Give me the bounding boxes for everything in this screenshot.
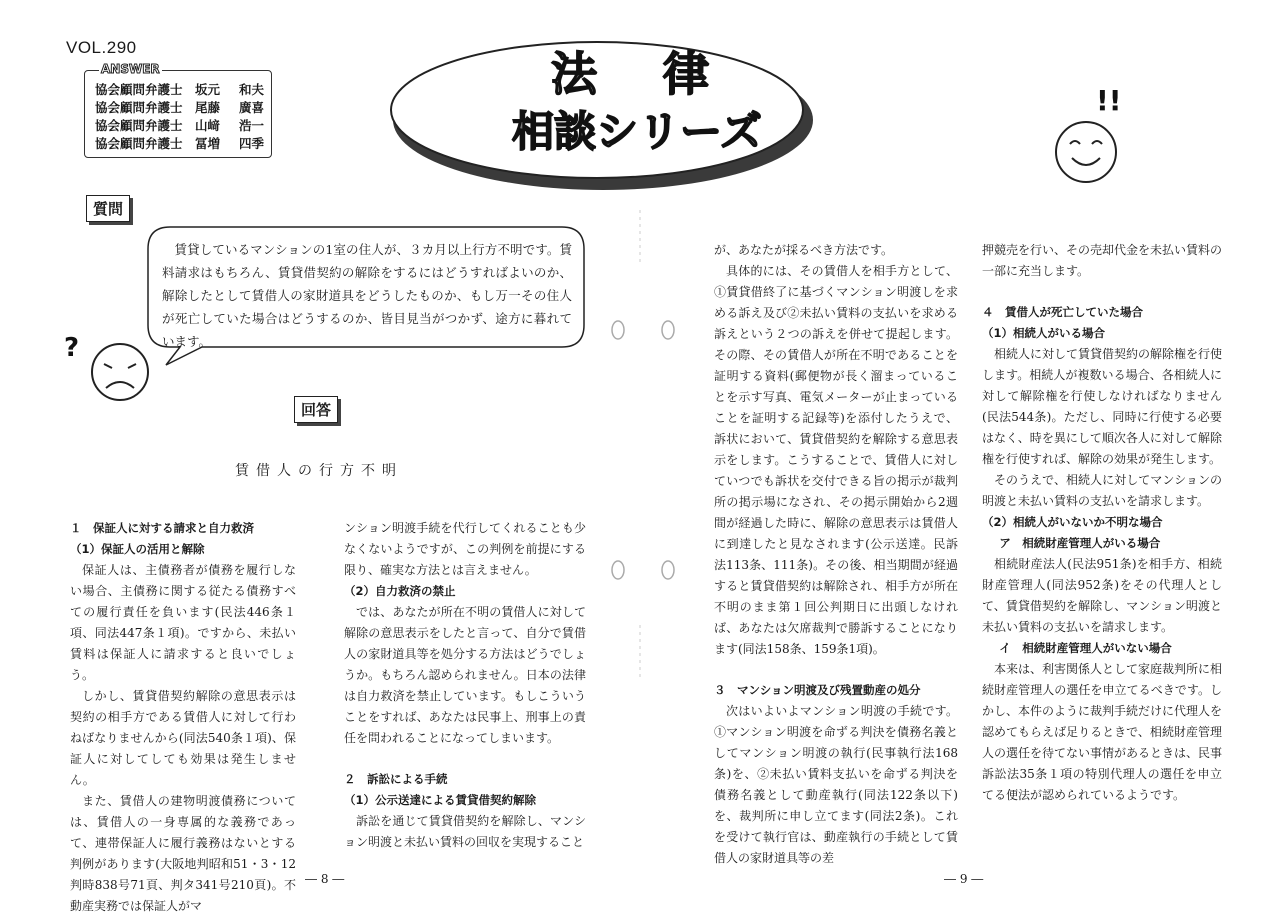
- lawyer-entry: 協会顧問弁護士 山﨑 浩一: [95, 118, 265, 133]
- paragraph: 押競売を行い、その売却代金を未払い賃料の一部に充当します。: [982, 243, 1223, 278]
- subsection-heading: （1）公示送達による賃貸借契約解除: [344, 793, 536, 807]
- paragraph: 本来は、利害関係人として家庭裁判所に相続財産管理人の選任を申立てるべきです。しかし、本件のように裁判手続だけに代理人を認めてもらえば足りるときで、相続財産管理人の選任を待てない事情があるときは、民事訴訟法35条１項の特別代理人の選任を申立てる便法が認められているようです。: [982, 662, 1223, 802]
- page-number-left: ― 8 ―: [305, 872, 345, 886]
- binder-holes: [600, 205, 680, 685]
- answer-label: ANSWER: [101, 62, 160, 76]
- text-column-2: [344, 518, 586, 853]
- smiley-face-icon: [1050, 78, 1150, 198]
- question-label: 質問: [86, 195, 130, 222]
- sub-subsection-heading: ア 相続財産管理人がいる場合: [999, 536, 1161, 550]
- answer-label-box: 回答: [294, 396, 338, 423]
- answer-heading: 賃借人の行方不明: [235, 463, 403, 479]
- text-column-4: [982, 240, 1222, 806]
- title-line2: 相談シリーズ: [512, 107, 762, 156]
- paragraph: 訴訟を通じて賃貸借契約を解除し、マンション明渡と未払い賃料の回収を実現すること: [344, 814, 586, 849]
- paragraph: 次はいよいよマンション明渡の手続です。①マンション明渡を命ずる判決を債務名義としてマンション明渡の執行(民事執行法168条)を、②未払い賃料支払いを命ずる判決を債務名義として動産執行(同法122条以下)を、裁判所に申し立てます(同法2条)。これを受けて執行官は、動産執行の手続として賃借人の家財道具等の差: [714, 704, 958, 865]
- paragraph: そのうえで、相続人に対してマンションの明渡と未払い賃料の支払いを請求します。: [982, 473, 1222, 508]
- subsection-heading: （2）相続人がいないか不明な場合: [982, 515, 1163, 529]
- paragraph: 相続財産法人(民法951条)を相手方、相続財産管理人(同法952条)をその代理人として、賃貸借契約を解除し、マンション明渡と未払い賃料の支払いを請求します。: [982, 557, 1222, 634]
- subsection-heading: （1）保証人の活用と解除: [70, 542, 205, 556]
- paragraph: が、あなたが採るべき方法です。: [714, 243, 894, 257]
- lawyer-list: [95, 81, 264, 153]
- section-heading: ３ マンション明渡及び残置動産の処分: [714, 683, 921, 697]
- section-heading: ２ 訴訟による手続: [344, 772, 448, 786]
- sub-subsection-heading: イ 相続財産管理人がいない場合: [999, 641, 1172, 655]
- paragraph: しかし、賃貸借契約解除の意思表示は契約の相手方である賃借人に対して行わねばなりませんから(同法540条１項)、保証人に対してしても効果は発生しません。: [70, 689, 296, 787]
- subsection-heading: （1）相続人がいる場合: [982, 326, 1106, 340]
- paragraph: ンション明渡手続を代行してくれることも少なくないようですが、この判例を前提にする限り、確実な方法とは言えません。: [344, 521, 586, 577]
- series-title-banner: [385, 28, 815, 198]
- text-column-1: [70, 518, 296, 917]
- title-line1: 法 律: [551, 47, 719, 101]
- worried-face-icon: [62, 330, 162, 410]
- paragraph: では、あなたが所在不明の賃借人に対して解除の意思表示をしたと言って、自分で賃借人の家財道具等を処分する方法はどうでしょうか。もちろん認められません。日本の法律は自力救済を禁止しています。もしこういうことをすれば、あなたは民事上、刑事上の責任を問われることになってしまいます。: [344, 605, 586, 745]
- page-number-right: ― 9 ―: [944, 872, 984, 886]
- subsection-heading: （2）自力救済の禁止: [344, 584, 456, 598]
- paragraph: 相続人に対して賃貸借契約の解除権を行使します。相続人が複数いる場合、各相続人に対して解除権を行使しなければなりません(民法544条)。ただし、同時に行使する必要はなく、時を異にして順次各人に対して解除権を行使すれば、解除の効果が発生します。: [982, 347, 1223, 466]
- section-heading: １ 保証人に対する請求と自力救済: [70, 521, 254, 535]
- answer-lawyers-box: [84, 62, 272, 158]
- question-text: 賃貸しているマンションの1室の住人が、３カ月以上行方不明です。賃料請求はもちろん、賃貸借契約の解除をするにはどうすればよいのか、解除したとして賃借人の家財道具をどうしたものか、もし万一その住人が死亡していた場合はどうするのか、皆目見当がつかず、途方に暮れています。: [162, 242, 572, 349]
- paragraph: 具体的には、その賃借人を相手方として、①賃貸借終了に基づくマンション明渡しを求める訴え及び②未払い賃料の支払いを求める訴えという２つの訴えを併せて提起します。その際、その賃借人が所在不明であることを証明する資料(郵便物が長く溜まっていることを示す写真、電気メーターが止まっていることを証明する記録等)を添付したうえで、訴状において、賃貸借契約を解除する意思表示をします。こうすることで、賃借人に対していつでも訴状を交付できる旨の掲示が裁判所の掲示場になされ、その掲示開始から2週間が経過した時に、解除の意思表示は賃借人に到達したと見なされます(公示送達。民訴法113条、111条)。その後、相当期間が経過すると賃貸借契約は解除され、相手方が所在不明のまま第１回公判期日に出頭しなければ、あなたは欠席裁判で勝訴することになります(同法158条、159条1項)。: [714, 264, 958, 656]
- exclaim-mark: !!: [1096, 84, 1122, 117]
- lawyer-entry: 協会顧問弁護士 冨増 四季: [95, 136, 265, 151]
- volume-number: VOL.290: [66, 38, 137, 57]
- section-heading: ４ 賃借人が死亡していた場合: [982, 305, 1143, 319]
- lawyer-entry: 協会顧問弁護士 尾藤 廣喜: [95, 100, 265, 115]
- paragraph: また、賃借人の建物明渡債務については、賃借人の一身専属的な義務であって、連帯保証人に履行義務はないとする判例があります(大阪地判昭和51・3・12判時838号71頁、判タ341号210頁)。不動産実務では保証人がマ: [70, 794, 296, 913]
- question-mark: ?: [64, 333, 80, 363]
- text-column-3: [714, 240, 958, 869]
- lawyer-entry: 協会顧問弁護士 坂元 和夫: [95, 82, 265, 97]
- paragraph: 保証人は、主債務者が債務を履行しない場合、主債務に関する従たる債務すべての履行責任を負います(民法446条１項、同法447条１項)。ですから、未払い賃料は保証人に請求すると良いでしょう。: [70, 563, 296, 682]
